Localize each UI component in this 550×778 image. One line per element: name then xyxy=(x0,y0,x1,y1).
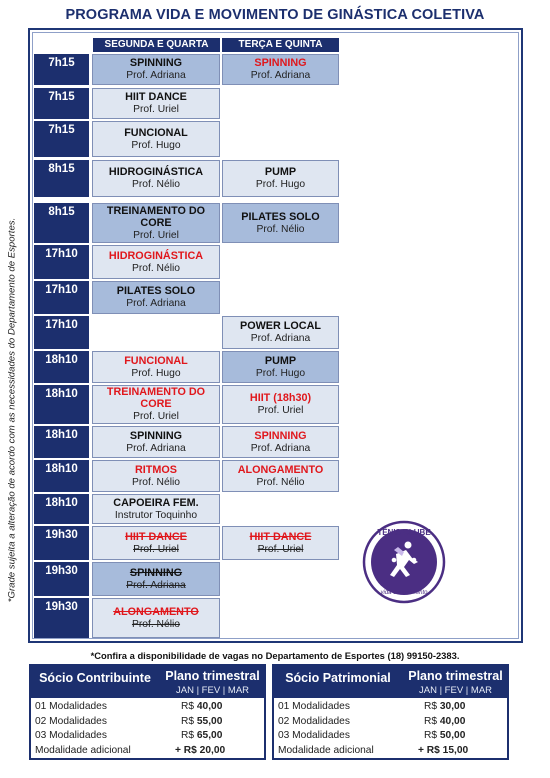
tenis-clube-logo xyxy=(362,520,446,604)
activity-name: FUNCIONAL xyxy=(124,126,188,139)
pricing-row xyxy=(274,729,507,744)
instructor-name: Instrutor Toquinho xyxy=(114,509,198,521)
class-slot xyxy=(92,245,220,279)
pricing-plan-label: Plano trimestral xyxy=(165,669,260,683)
instructor-name: Prof. Adriana xyxy=(126,70,186,82)
pricing-row-currency: R$ xyxy=(181,701,195,712)
class-slot xyxy=(222,526,339,560)
pricing-row-label: 03 Modalidades xyxy=(278,730,350,741)
pricing-months-label: JAN | FEV | MAR xyxy=(175,685,250,696)
pricing-months-label: JAN | FEV | MAR xyxy=(418,685,493,696)
pricing-card-header xyxy=(274,666,507,698)
activity-name: SPINNING xyxy=(254,57,307,70)
column-header-monday-wednesday: SEGUNDA E QUARTA xyxy=(93,38,220,52)
pricing-row-currency: + R$ xyxy=(418,744,440,756)
instructor-name: Prof. Uriel xyxy=(133,229,179,241)
activity-name: HIIT DANCE xyxy=(249,530,312,543)
pricing-row xyxy=(31,729,264,744)
class-slot xyxy=(222,351,339,383)
logo-name: TÊNIS CLUBE xyxy=(377,528,431,537)
pricing-card-contribuinte xyxy=(29,664,266,760)
pricing-card-title: Sócio Contribuinte xyxy=(39,671,151,685)
pricing-row-label: Modalidade adicional xyxy=(278,744,374,756)
activity-name: HIDROGINÁSTICA xyxy=(108,249,204,262)
time-slot: 7h15 xyxy=(34,121,89,157)
activity-name: CAPOEIRA FEM. xyxy=(113,496,199,509)
pricing-row-currency: + R$ xyxy=(175,744,197,756)
class-slot xyxy=(92,598,220,638)
activity-name: SPINNING xyxy=(129,566,183,579)
instructor-name: Prof. Adriana xyxy=(250,442,311,454)
time-slot: 7h15 xyxy=(34,54,89,85)
class-slot xyxy=(222,385,339,424)
instructor-name: Prof. Adriana xyxy=(250,333,311,345)
pricing-row-value: 20,00 xyxy=(199,744,226,756)
class-slot xyxy=(222,316,339,349)
pricing-row xyxy=(31,700,264,715)
pricing-row-currency: R$ xyxy=(181,730,195,741)
instructor-name: Prof. Adriana xyxy=(126,579,186,591)
class-slot xyxy=(92,385,220,424)
side-note xyxy=(4,200,20,620)
column-header-tuesday-thursday: TERÇA E QUINTA xyxy=(222,38,339,52)
pricing-row-label: 03 Modalidades xyxy=(35,730,107,741)
instructor-name: Prof. Adriana xyxy=(126,442,186,454)
time-slot: 17h10 xyxy=(34,316,89,349)
pricing-row xyxy=(274,700,507,715)
pricing-row-label: Modalidade adicional xyxy=(35,744,131,756)
class-slot xyxy=(92,54,220,85)
activity-name: SPINNING xyxy=(129,429,183,442)
pricing-row xyxy=(31,744,264,759)
class-slot xyxy=(92,203,220,243)
pricing-card-title: Sócio Patrimonial xyxy=(285,671,391,685)
activity-name: POWER LOCAL xyxy=(240,320,321,333)
class-slot xyxy=(222,160,339,197)
class-slot xyxy=(222,460,339,492)
time-slot: 18h10 xyxy=(34,494,89,524)
instructor-name: Prof. Uriel xyxy=(133,104,179,116)
time-slot: 18h10 xyxy=(34,426,89,458)
time-slot: 8h15 xyxy=(34,203,89,243)
instructor-name: Prof. Hugo xyxy=(255,367,306,379)
class-slot xyxy=(92,160,220,197)
class-slot xyxy=(92,526,220,560)
class-slot xyxy=(222,203,339,243)
pricing-row-label: 02 Modalidades xyxy=(278,715,350,727)
page-title: PROGRAMA VIDA E MOVIMENTO DE GINÁSTICA COLETIVA xyxy=(65,7,485,23)
time-slot: 18h10 xyxy=(34,351,89,383)
instructor-name: Prof. Nélio xyxy=(131,476,181,488)
activity-name: PILATES SOLO xyxy=(116,285,196,298)
activity-name: HIIT (18h30) xyxy=(249,392,312,405)
logo-tagline: vida e movimento xyxy=(380,590,428,596)
activity-name: PUMP xyxy=(264,354,297,367)
instructor-name: Prof. Hugo xyxy=(131,139,181,151)
pricing-row xyxy=(274,715,507,730)
pricing-card-header xyxy=(31,666,264,698)
time-slot: 19h30 xyxy=(34,562,89,596)
activity-name: SPINNING xyxy=(129,57,183,70)
pricing-row xyxy=(274,744,507,759)
class-slot xyxy=(92,460,220,492)
activity-name: PUMP xyxy=(264,166,297,179)
class-slot xyxy=(92,281,220,314)
class-slot xyxy=(92,494,220,524)
class-slot xyxy=(92,562,220,596)
class-slot xyxy=(222,54,339,85)
side-note-text: *Grade sujeita a alteração de acordo com as necessidades do Departamento de Esportes. xyxy=(6,217,18,603)
instructor-name: Prof. Uriel xyxy=(257,405,304,417)
time-slot: 18h10 xyxy=(34,385,89,424)
instructor-name: Prof. Hugo xyxy=(255,179,306,191)
time-slot: 8h15 xyxy=(34,160,89,197)
activity-name: TREINAMENTO DO CORE xyxy=(106,204,206,229)
instructor-name: Prof. Nélio xyxy=(131,618,181,630)
time-slot: 19h30 xyxy=(34,598,89,638)
time-slot: 19h30 xyxy=(34,526,89,560)
pricing-row-currency: R$ xyxy=(424,730,438,741)
pricing-plan-label: Plano trimestral xyxy=(408,669,503,683)
activity-name: FUNCIONAL xyxy=(124,354,188,367)
activity-name: TREINAMENTO DO CORE xyxy=(106,386,206,411)
pricing-row-currency: R$ xyxy=(424,701,438,712)
time-slot: 7h15 xyxy=(34,88,89,119)
class-slot xyxy=(92,426,220,458)
activity-name: PILATES SOLO xyxy=(241,210,320,223)
time-slot: 17h10 xyxy=(34,281,89,314)
instructor-name: Prof. Nélio xyxy=(131,179,181,191)
pricing-card-patrimonial xyxy=(272,664,509,760)
pricing-row-value: 40,00 xyxy=(439,715,466,727)
class-slot xyxy=(92,351,220,383)
pricing-row-label: 02 Modalidades xyxy=(35,715,107,727)
pricing-row-value: 30,00 xyxy=(439,701,466,712)
class-slot xyxy=(92,121,220,157)
pricing-row-value: 50,00 xyxy=(439,730,466,741)
class-slot xyxy=(92,88,220,119)
activity-name: SPINNING xyxy=(254,429,307,442)
instructor-name: Prof. Uriel xyxy=(133,411,179,423)
pricing-row-value: 15,00 xyxy=(442,744,469,756)
pricing-row-label: 01 Modalidades xyxy=(278,701,350,712)
time-slot: 17h10 xyxy=(34,245,89,279)
pricing-row-value: 40,00 xyxy=(196,701,223,712)
class-slot xyxy=(222,426,339,458)
instructor-name: Prof. Nélio xyxy=(256,476,305,488)
activity-name: ALONGAMENTO xyxy=(237,463,324,476)
confirm-note: *Confira a disponibilidade de vagas no Departamento de Esportes (18) 99150-2383. xyxy=(90,650,460,661)
instructor-name: Prof. Hugo xyxy=(131,367,181,379)
activity-name: ALONGAMENTO xyxy=(113,605,199,618)
activity-name: HIDROGINÁSTICA xyxy=(108,166,204,179)
pricing-row-value: 55,00 xyxy=(196,715,223,727)
instructor-name: Prof. Uriel xyxy=(133,543,179,555)
pricing-row-label: 01 Modalidades xyxy=(35,701,107,712)
instructor-name: Prof. Adriana xyxy=(126,298,186,310)
pricing-row-currency: R$ xyxy=(181,715,195,727)
pricing-row-currency: R$ xyxy=(424,715,438,727)
activity-name: RITMOS xyxy=(135,463,177,476)
instructor-name: Prof. Adriana xyxy=(250,70,311,82)
pricing-row-value: 65,00 xyxy=(196,730,223,741)
time-slot: 18h10 xyxy=(34,460,89,492)
activity-name: HIIT DANCE xyxy=(125,91,187,104)
instructor-name: Prof. Uriel xyxy=(257,543,304,555)
pricing-row xyxy=(31,715,264,730)
instructor-name: Prof. Nélio xyxy=(131,262,181,274)
instructor-name: Prof. Nélio xyxy=(256,223,305,235)
activity-name: HIIT DANCE xyxy=(125,530,187,543)
